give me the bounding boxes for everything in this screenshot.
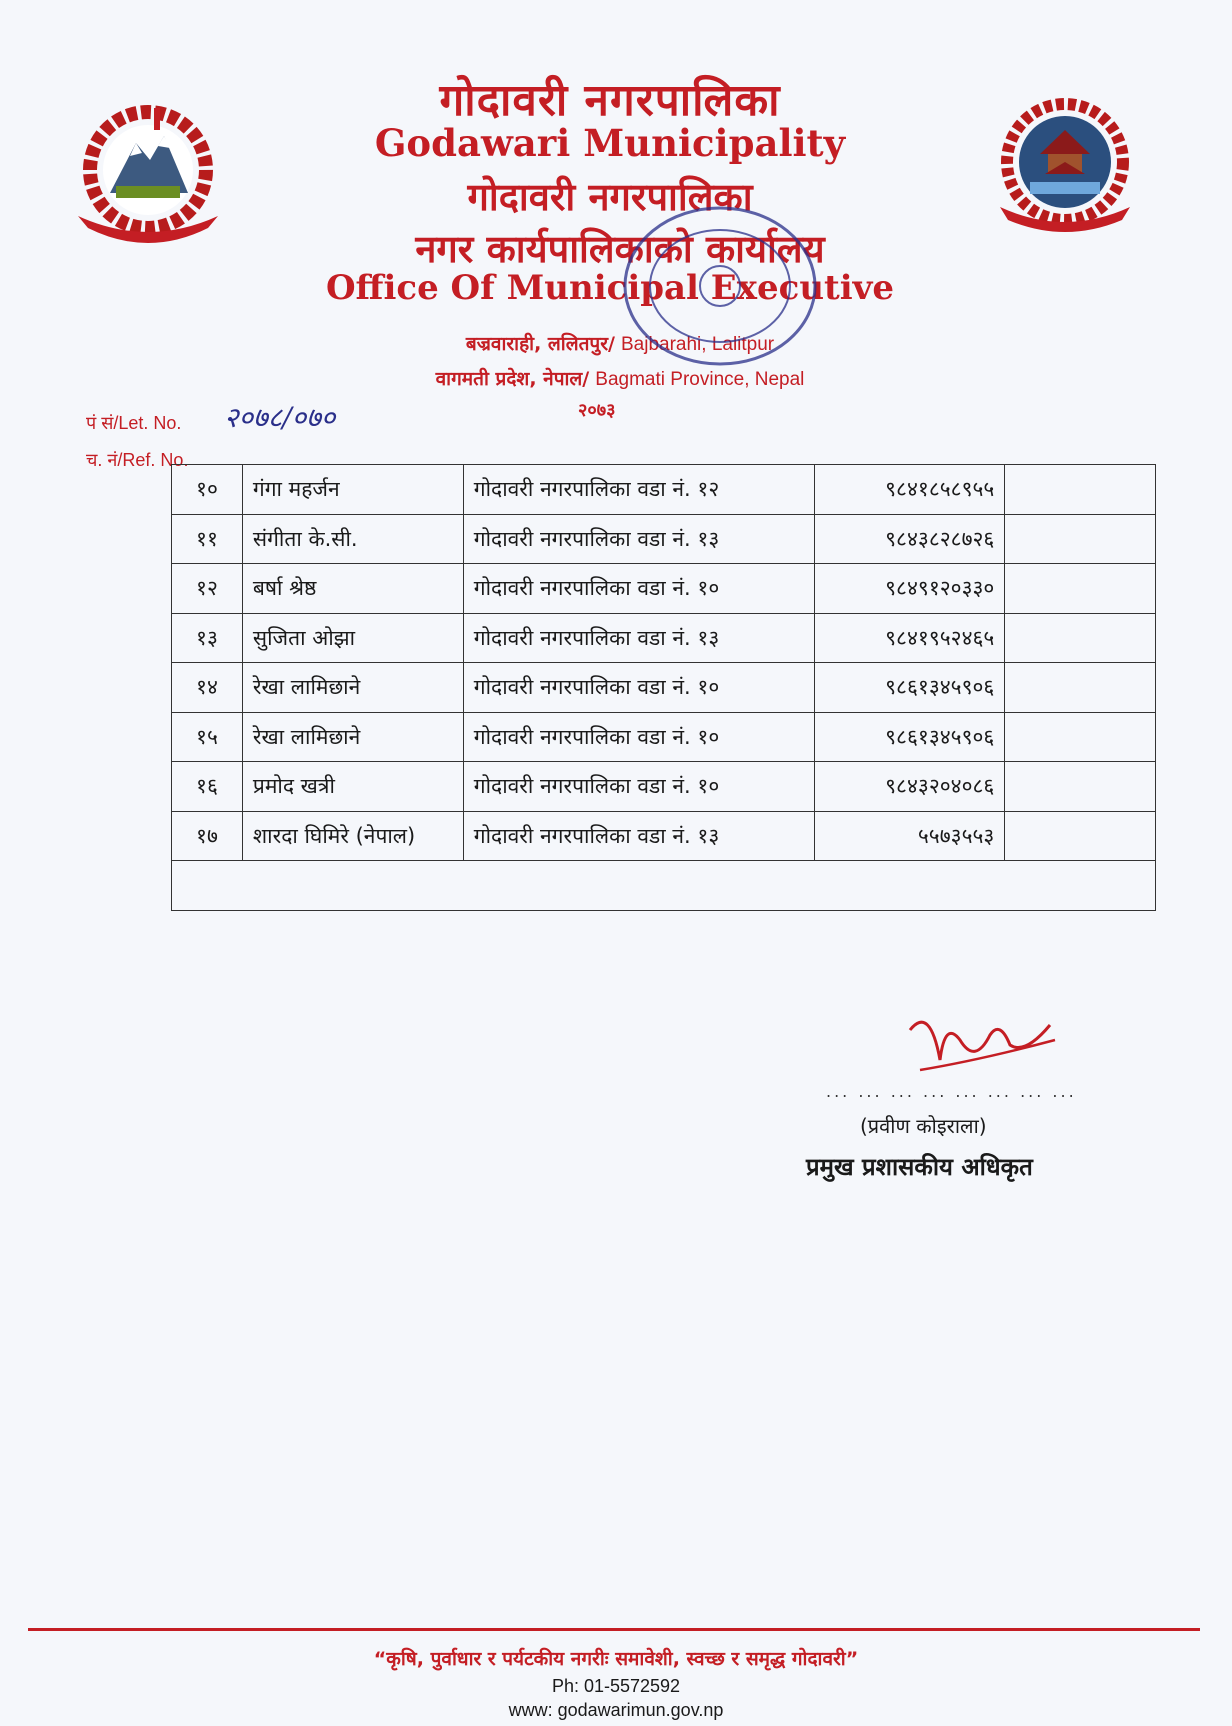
footer-phone: Ph: 01-5572592 [551, 1676, 681, 1696]
letter-number-value: २०७८/०७० [224, 401, 336, 434]
remark-cell [1005, 712, 1156, 762]
table-row [172, 712, 1156, 762]
address-cell: गोदावरी नगरपालिका वडा नं. १० [463, 564, 814, 614]
remark-cell [1005, 762, 1156, 812]
remark-cell [1005, 514, 1156, 564]
address-nepali-2: वागमती प्रदेश, नेपाल/ [435, 368, 590, 390]
address-english-1: Bajbarahi, Lalitpur [620, 334, 775, 355]
remark-cell [1005, 613, 1156, 663]
footer-slogan: “कृषि, पुर्वाधार र पर्यटकीय नगरीः समावेशी, स्वच्छ र समृद्ध गोदावरी” [373, 1648, 859, 1670]
table-row [172, 663, 1156, 713]
office-name-english: Office Of Municipal Executive [325, 268, 895, 308]
phone-cell: ९८४१९५२४६५ [814, 613, 1005, 663]
name-cell: शारदा घिमिरे (नेपाल) [242, 811, 463, 861]
remark-cell [1005, 465, 1156, 515]
municipality-name-nepali: गोदावरी नगरपालिका [439, 75, 781, 126]
phone-cell: ९८४३२०४०८६ [814, 762, 1005, 812]
phone-cell: ९८४३८२८७२६ [814, 514, 1005, 564]
phone-cell: ९८४९१२०३३० [814, 564, 1005, 614]
phone-cell: ९८६१३४५९०६ [814, 712, 1005, 762]
table-row [172, 465, 1156, 515]
office-stamp-icon [610, 196, 830, 376]
name-cell: बर्षा श्रेष्ठ [242, 564, 463, 614]
table-row [172, 514, 1156, 564]
name-cell: रेखा लामिछाने [242, 712, 463, 762]
phone-cell: ५५७३५५३ [814, 811, 1005, 861]
serial-cell: १४ [172, 663, 243, 713]
address-cell: गोदावरी नगरपालिका वडा नं. १० [463, 762, 814, 812]
serial-cell: ११ [172, 514, 243, 564]
address-cell: गोदावरी नगरपालिका वडा नं. १३ [463, 514, 814, 564]
municipality-name-english: Godawari Municipality [374, 121, 846, 165]
empty-cell [172, 861, 1156, 911]
name-cell: संगीता के.सी. [242, 514, 463, 564]
serial-cell: १३ [172, 613, 243, 663]
established-year: २०७३ [578, 400, 616, 421]
table-row [172, 811, 1156, 861]
address-cell: गोदावरी नगरपालिका वडा नं. १० [463, 663, 814, 713]
remark-cell [1005, 663, 1156, 713]
serial-cell: १५ [172, 712, 243, 762]
municipality-name-newari: गोदावरी नगरपालिका [467, 174, 753, 219]
name-cell: गंगा महर्जन [242, 465, 463, 515]
nepal-emblem-icon [68, 98, 228, 248]
footer-website: www: godawarimun.gov.np [508, 1700, 724, 1720]
handwritten-signature-icon [900, 1000, 1060, 1080]
serial-cell: १६ [172, 762, 243, 812]
staff-list-table [171, 464, 1156, 911]
address-cell: गोदावरी नगरपालिका वडा नं. १३ [463, 811, 814, 861]
address-cell: गोदावरी नगरपालिका वडा नं. १२ [463, 465, 814, 515]
address-nepali-1: बज्रवाराही, ललितपुर/ [465, 333, 615, 355]
name-cell: रेखा लामिछाने [242, 663, 463, 713]
empty-table-row [172, 861, 1156, 911]
serial-cell: १७ [172, 811, 243, 861]
table-row [172, 613, 1156, 663]
name-cell: सुजिता ओझा [242, 613, 463, 663]
signature-line: ... ... ... ... ... ... ... ... [826, 1082, 1077, 1101]
address-english-2: Bagmati Province, Nepal [595, 369, 805, 390]
municipality-logo-icon [990, 92, 1140, 242]
footer-divider [28, 1628, 1200, 1631]
remark-cell [1005, 811, 1156, 861]
table-row [172, 564, 1156, 614]
table-row [172, 762, 1156, 812]
name-cell: प्रमोद खत्री [242, 762, 463, 812]
letter-number-label: पं सं/Let. No. [86, 413, 182, 433]
phone-cell: ९८६१३४५९०६ [814, 663, 1005, 713]
signatory-name: (प्रवीण कोइराला) [860, 1114, 987, 1138]
address-cell: गोदावरी नगरपालिका वडा नं. १३ [463, 613, 814, 663]
signatory-title: प्रमुख प्रशासकीय अधिकृत [806, 1153, 1033, 1181]
phone-cell: ९८४१८५८९५५ [814, 465, 1005, 515]
office-name-nepali: नगर कार्यपालिकाको कार्यालय [415, 227, 825, 271]
serial-cell: १० [172, 465, 243, 515]
serial-cell: १२ [172, 564, 243, 614]
address-cell: गोदावरी नगरपालिका वडा नं. १० [463, 712, 814, 762]
remark-cell [1005, 564, 1156, 614]
ref-number-label: च. नं/Ref. No. [86, 450, 189, 470]
